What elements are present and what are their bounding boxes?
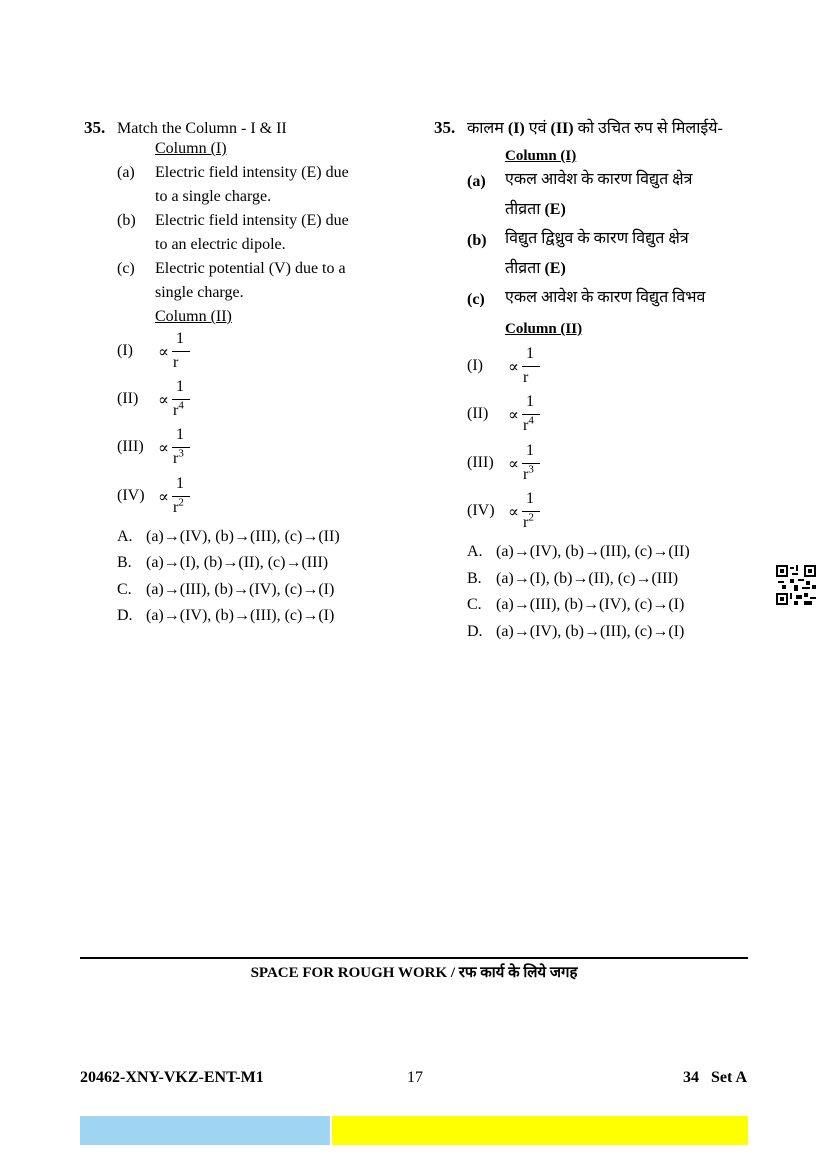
fraction: ∝ 1 r bbox=[158, 327, 198, 375]
fraction: ∝ 1 $r^4$ bbox=[158, 375, 198, 423]
qr-code-icon bbox=[776, 565, 816, 605]
option-b[interactable]: B. (a)→(I), (b)→(II), (c)→(III) bbox=[467, 570, 679, 587]
paper-code: 20462-XNY-VKZ-ENT-M1 bbox=[80, 1069, 264, 1086]
footer-band-yellow bbox=[332, 1116, 748, 1145]
hindi-question: 35. कालम (I) एवं (II) को उचित रुप से मिलाईये- Column (I) (a) एकल आवेश के कारण विद्युत क्षेत्र तीव्रता (E) (b) विद्युत द्विध्रुव के कारण विद्युत क्षेत्र तीव्रता (E) (c) एकल आवेश के कारण विद्युत विभव Column (II) (I) ∝ 1 r (II) ∝ 1 $r^4$ (III) ∝ 1 $r^3$ (IV) ∝ 1 $r^2$ A. (a)→(IV), (b)→(III), (c)→(II) B. (a)→(I), (b)→(II), (c)→(III) C. (a)→(III), (b)→(IV), (c)→(I) D. (a)→(IV), (b)→(III), (c)→(I) bbox=[434, 116, 754, 656]
set-label: 34 Set A bbox=[683, 1069, 747, 1086]
rough-work-divider bbox=[80, 957, 748, 959]
fraction: ∝ 1 r bbox=[508, 342, 548, 390]
column-1-title: Column (I) bbox=[155, 140, 227, 157]
column-2-title: Column (II) bbox=[505, 321, 583, 337]
fraction: ∝ 1 $r^3$ bbox=[508, 439, 548, 487]
option-a[interactable]: A. (a)→(IV), (b)→(III), (c)→(II) bbox=[117, 528, 340, 545]
question-number: 35. bbox=[84, 118, 106, 137]
fraction: ∝ 1 $r^3$ bbox=[158, 423, 198, 471]
option-c[interactable]: C. (a)→(III), (b)→(IV), (c)→(I) bbox=[117, 581, 335, 598]
option-d[interactable]: D. (a)→(IV), (b)→(III), (c)→(I) bbox=[467, 623, 685, 640]
question-number: 35. bbox=[434, 118, 456, 137]
page-number: 17 bbox=[407, 1069, 423, 1086]
question-text: Match the Column - I & II bbox=[117, 120, 287, 137]
option-b[interactable]: B. (a)→(I), (b)→(II), (c)→(III) bbox=[117, 554, 329, 571]
option-a[interactable]: A. (a)→(IV), (b)→(III), (c)→(II) bbox=[467, 543, 690, 560]
column-2-title: Column (II) bbox=[155, 308, 232, 325]
option-c[interactable]: C. (a)→(III), (b)→(IV), (c)→(I) bbox=[467, 596, 685, 613]
fraction: ∝ 1 $r^4$ bbox=[508, 390, 548, 438]
option-d[interactable]: D. (a)→(IV), (b)→(III), (c)→(I) bbox=[117, 607, 335, 624]
column-1-title: Column (I) bbox=[505, 148, 577, 164]
footer-band-blue bbox=[80, 1116, 330, 1145]
fraction: ∝ 1 $r^2$ bbox=[508, 487, 548, 535]
fraction: ∝ 1 $r^2$ bbox=[158, 472, 198, 520]
question-text: कालम (I) एवं (II) को उचित रुप से मिलाईये- bbox=[467, 120, 723, 137]
rough-work-label: SPACE FOR ROUGH WORK / रफ कार्य के लिये जगह bbox=[250, 965, 578, 981]
english-question: 35. Match the Column - I & II Column (I) (a) Electric field intensity (E) due to a single charge. (b) Electric field intensity (E) due to an electric dipole. (c) Electric potential (V) due to a single charge. Column (II) (I) ∝ 1 r (II) ∝ 1 $r^4$ (III) ∝ 1 $r^3$ (IV) ∝ 1 $r^2$ A. (a)→(IV), (b)→(III), (c)→(II) B. (a)→(I), (b)→(II), (c)→(III) C. (a)→(III), (b)→(IV), (c)→(I) D. (a)→(IV), (b)→(III), (c)→(I) bbox=[84, 116, 404, 636]
